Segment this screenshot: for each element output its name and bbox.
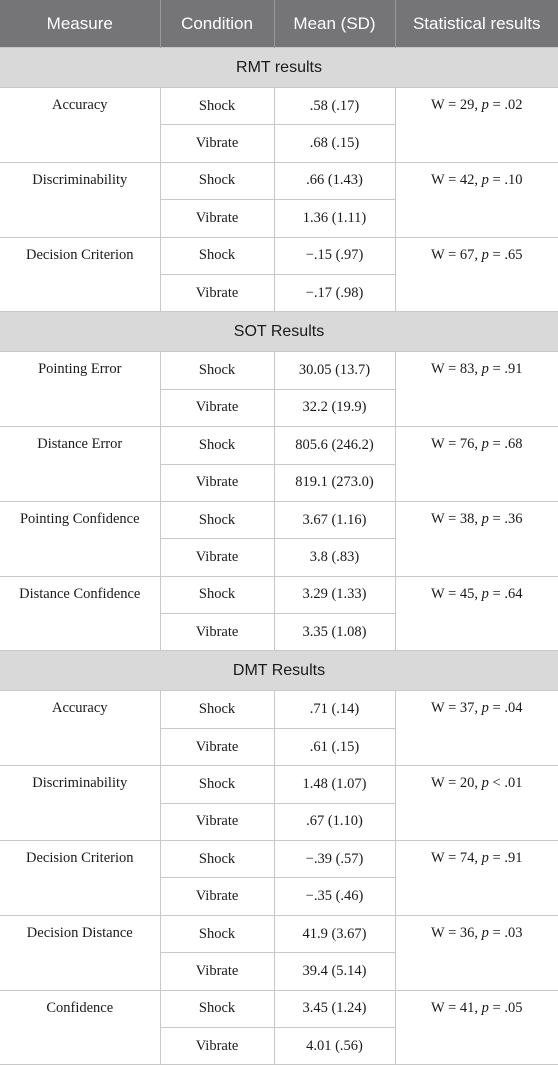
stat-w-text: W = 36, — [431, 924, 482, 941]
condition-cell: Vibrate — [160, 1027, 274, 1064]
condition-cell: Shock — [160, 237, 274, 274]
mean-sd-cell: 32.2 (19.9) — [274, 389, 395, 426]
stat-w-text: W = 67, — [431, 246, 482, 263]
stat-w-text: W = 29, — [431, 97, 482, 113]
stat-result-cell — [395, 841, 558, 916]
mean-sd-cell: −.39 (.57) — [274, 841, 395, 878]
stat-result-cell — [395, 915, 558, 990]
stat-p-symbol: p — [481, 850, 489, 867]
table-row — [0, 691, 558, 728]
stat-w-text: W = 74, — [431, 850, 482, 867]
condition-cell: Shock — [160, 352, 274, 389]
mean-sd-cell: .67 (1.10) — [274, 803, 395, 840]
stat-p-symbol: p — [481, 510, 489, 527]
mean-sd-cell: 805.6 (246.2) — [274, 427, 395, 464]
mean-sd-cell: 1.48 (1.07) — [274, 766, 395, 803]
stat-w-text: W = 20, — [431, 775, 482, 792]
mean-sd-cell: 3.45 (1.24) — [274, 990, 395, 1027]
condition-cell: Vibrate — [160, 389, 274, 426]
table-row — [0, 576, 558, 613]
measure-name: Accuracy — [0, 88, 160, 163]
stat-p-value: < .01 — [488, 775, 523, 792]
stat-p-value: = .10 — [488, 171, 523, 188]
mean-sd-cell: −.17 (.98) — [274, 274, 395, 311]
mean-sd-cell: .61 (.15) — [274, 728, 395, 765]
stat-p-symbol: p — [481, 585, 489, 602]
mean-sd-cell: .71 (.14) — [274, 691, 395, 728]
measure-name: Decision Distance — [0, 915, 160, 990]
table-body — [0, 48, 558, 1065]
stat-p-value: = .04 — [488, 700, 523, 717]
section-row — [0, 312, 558, 352]
condition-cell: Shock — [160, 766, 274, 803]
section-row — [0, 651, 558, 691]
measure-name: Discriminability — [0, 766, 160, 841]
condition-cell: Shock — [160, 990, 274, 1027]
mean-sd-cell: 819.1 (273.0) — [274, 464, 395, 501]
condition-cell: Vibrate — [160, 539, 274, 576]
stat-result-cell — [395, 501, 558, 576]
stat-result-cell — [395, 691, 558, 766]
mean-sd-cell: 3.35 (1.08) — [274, 614, 395, 651]
header-condition: Condition — [160, 0, 274, 48]
condition-cell: Shock — [160, 915, 274, 952]
table-row — [0, 501, 558, 538]
measure-name: Distance Confidence — [0, 576, 160, 651]
stat-result-cell — [395, 576, 558, 651]
stat-p-symbol: p — [481, 924, 489, 941]
condition-cell: Vibrate — [160, 728, 274, 765]
table-row — [0, 841, 558, 878]
stat-p-value: = .64 — [488, 585, 523, 602]
mean-sd-cell: −.15 (.97) — [274, 237, 395, 274]
condition-cell: Shock — [160, 88, 274, 125]
stat-p-symbol: p — [481, 97, 489, 113]
condition-cell: Vibrate — [160, 803, 274, 840]
condition-cell: Shock — [160, 576, 274, 613]
stat-p-value: = .91 — [488, 850, 523, 867]
stat-p-value: = .03 — [488, 924, 523, 941]
measure-name: Confidence — [0, 990, 160, 1065]
condition-cell: Vibrate — [160, 614, 274, 651]
table-header — [0, 0, 558, 48]
table-row — [0, 915, 558, 952]
condition-cell: Vibrate — [160, 125, 274, 162]
measure-name: Accuracy — [0, 691, 160, 766]
table-row — [0, 766, 558, 803]
stat-w-text: W = 83, — [431, 361, 482, 378]
stat-p-symbol: p — [481, 999, 489, 1016]
mean-sd-cell: 30.05 (13.7) — [274, 352, 395, 389]
condition-cell: Shock — [160, 691, 274, 728]
measure-name: Distance Error — [0, 427, 160, 502]
stat-p-symbol: p — [481, 436, 489, 453]
stat-w-text: W = 41, — [431, 999, 482, 1016]
table-row — [0, 88, 558, 125]
stat-w-text: W = 37, — [431, 700, 482, 717]
condition-cell: Shock — [160, 162, 274, 199]
mean-sd-cell: 4.01 (.56) — [274, 1027, 395, 1064]
table-row — [0, 427, 558, 464]
measure-name: Decision Criterion — [0, 841, 160, 916]
header-statistical-results: Statistical results — [395, 0, 558, 48]
table-row — [0, 162, 558, 199]
stat-result-cell — [395, 990, 558, 1065]
stat-p-symbol: p — [481, 775, 489, 792]
stat-result-cell — [395, 766, 558, 841]
stat-w-text: W = 76, — [431, 436, 482, 453]
condition-cell: Shock — [160, 427, 274, 464]
stat-result-cell — [395, 427, 558, 502]
mean-sd-cell: 3.29 (1.33) — [274, 576, 395, 613]
condition-cell: Vibrate — [160, 200, 274, 237]
condition-cell: Vibrate — [160, 878, 274, 915]
mean-sd-cell: 41.9 (3.67) — [274, 915, 395, 952]
stat-result-cell — [395, 237, 558, 312]
stat-p-value: = .91 — [488, 361, 523, 378]
stat-result-cell — [395, 352, 558, 427]
measure-name: Discriminability — [0, 162, 160, 237]
stat-p-symbol: p — [481, 171, 489, 188]
condition-cell: Shock — [160, 501, 274, 538]
section-row — [0, 48, 558, 88]
measure-name: Pointing Error — [0, 352, 160, 427]
mean-sd-cell: 3.8 (.83) — [274, 539, 395, 576]
section-title: DMT Results — [0, 651, 558, 691]
table-row — [0, 237, 558, 274]
header-row — [0, 0, 558, 48]
stat-p-value: = .02 — [488, 97, 523, 113]
measure-name: Decision Criterion — [0, 237, 160, 312]
header-mean-sd: Mean (SD) — [274, 0, 395, 48]
section-title: SOT Results — [0, 312, 558, 352]
stat-p-value: = .65 — [488, 246, 523, 263]
condition-cell: Vibrate — [160, 274, 274, 311]
stat-p-symbol: p — [481, 361, 489, 378]
stat-w-text: W = 38, — [431, 510, 482, 527]
header-measure: Measure — [0, 0, 160, 48]
mean-sd-cell: .66 (1.43) — [274, 162, 395, 199]
mean-sd-cell: 3.67 (1.16) — [274, 501, 395, 538]
table-row — [0, 990, 558, 1027]
mean-sd-cell: 1.36 (1.11) — [274, 200, 395, 237]
stat-result-cell — [395, 88, 558, 163]
mean-sd-cell: 39.4 (5.14) — [274, 953, 395, 990]
condition-cell: Vibrate — [160, 464, 274, 501]
condition-cell: Shock — [160, 841, 274, 878]
stat-p-value: = .36 — [488, 510, 523, 527]
stat-p-symbol: p — [481, 700, 489, 717]
stat-p-value: = .68 — [488, 436, 523, 453]
mean-sd-cell: −.35 (.46) — [274, 878, 395, 915]
mean-sd-cell: .58 (.17) — [274, 88, 395, 125]
section-title: RMT results — [0, 48, 558, 88]
stat-w-text: W = 42, — [431, 171, 482, 188]
measure-name: Pointing Confidence — [0, 501, 160, 576]
stat-result-cell — [395, 162, 558, 237]
stat-p-value: = .05 — [488, 999, 523, 1016]
stat-w-text: W = 45, — [431, 585, 482, 602]
mean-sd-cell: .68 (.15) — [274, 125, 395, 162]
table-row — [0, 352, 558, 389]
condition-cell: Vibrate — [160, 953, 274, 990]
stat-p-symbol: p — [481, 246, 489, 263]
